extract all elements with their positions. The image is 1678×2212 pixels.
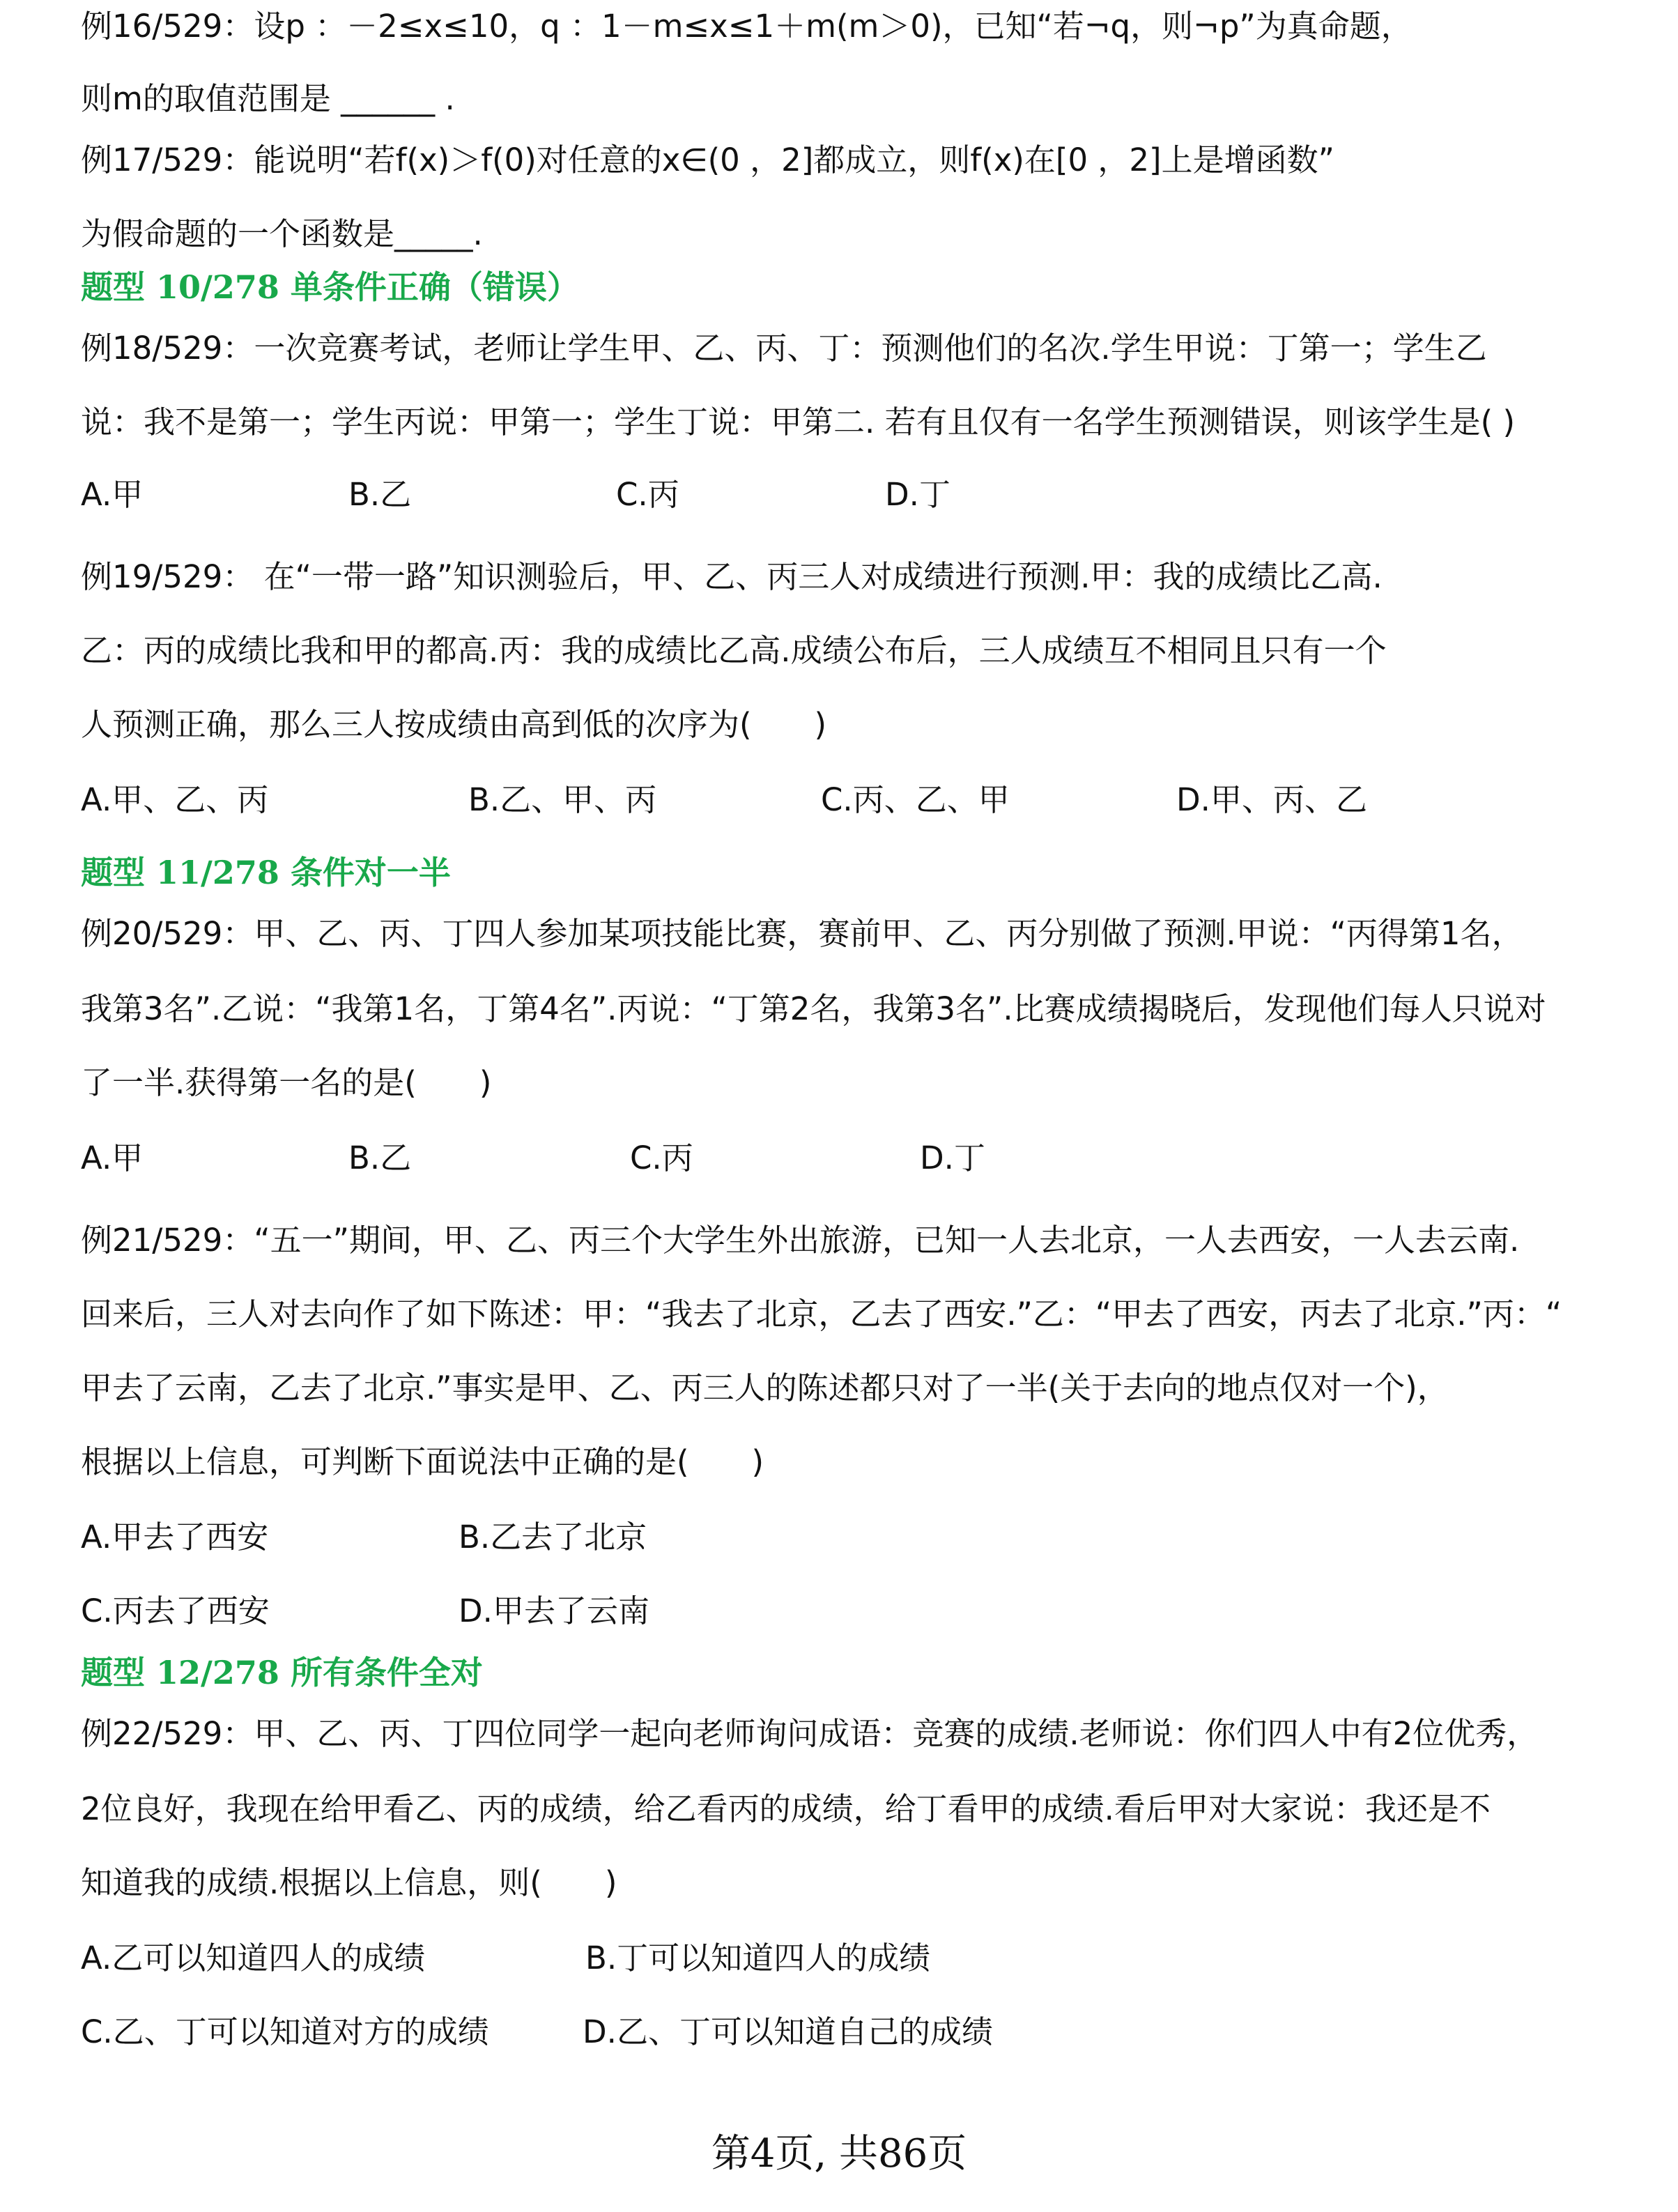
q22-line-1: 例22/529：甲、乙、丙、丁四位同学一起向老师询问成语：竞赛的成绩.老师说：你们四人中有2位优秀， [81, 1715, 1539, 1752]
q17-line-1: 例17/529：能说明“若f(x)＞f(0)对任意的x∈(0 ，2]都成立，则f(x)在[0 ，2]上是增函数” [81, 141, 1334, 178]
q20-line-1: 例20/529：甲、乙、丙、丁四人参加某项技能比赛，赛前甲、乙、丙分别做了预测.甲说：“丙得第1名， [81, 915, 1523, 952]
q16-line-1: 例16/529：设p ：－2≤x≤10，q ：1－m≤x≤1＋m(m＞0)，已知“若¬q，则¬p”为真命题， [81, 8, 1413, 45]
q19-line-1: 例19/529： 在“一带一路”知识测验后，甲、乙、丙三人对成绩进行预测.甲：我的成绩比乙高. [81, 558, 1383, 595]
q18-option-d: D.丁 [885, 476, 950, 513]
q18-line-2: 说：我不是第一；学生丙说：甲第一；学生丁说：甲第二. 若有且仅有一名学生预测错误，则该学生是( ) [81, 404, 1516, 440]
q21-option-b: B.乙去了北京 [459, 1519, 647, 1556]
q22-line-2: 2位良好，我现在给甲看乙、丙的成绩，给乙看丙的成绩，给丁看甲的成绩.看后甲对大家说：我还是不 [81, 1790, 1491, 1827]
section-heading-10: 题型 10/278 单条件正确（错误） [81, 268, 579, 306]
q22-option-b: B.丁可以知道四人的成绩 [585, 1940, 931, 1976]
section-heading-12: 题型 12/278 所有条件全对 [81, 1654, 483, 1691]
q21-line-3: 甲去了云南，乙去了北京.”事实是甲、乙、丙三人的陈述都只对了一半(关于去向的地点仅对一个)， [81, 1369, 1449, 1406]
q19-line-2: 乙：丙的成绩比我和甲的都高.丙：我的成绩比乙高.成绩公布后，三人成绩互不相同且只有一个 [81, 632, 1387, 669]
section-heading-11: 题型 11/278 条件对一半 [81, 854, 451, 891]
q20-line-3: 了一半.获得第一名的是( ) [81, 1064, 492, 1101]
q20-option-d: D.丁 [920, 1139, 985, 1176]
q22-option-d: D.乙、丁可以知道自己的成绩 [583, 2013, 993, 2050]
q21-line-1: 例21/529：“五一”期间，甲、乙、丙三个大学生外出旅游，已知一人去北京，一人去西安，一人去云南. [81, 1222, 1520, 1259]
q20-option-b: B.乙 [348, 1139, 412, 1176]
q21-option-d: D.甲去了云南 [459, 1592, 649, 1629]
q17-line-2: 为假命题的一个函数是_____. [81, 215, 483, 252]
q19-option-c: C.丙、乙、甲 [821, 781, 1010, 818]
q18-option-b: B.乙 [348, 476, 412, 513]
q16-line-2: 则m的取值范围是 ______ . [81, 80, 455, 117]
q20-option-c: C.丙 [630, 1139, 693, 1176]
q21-line-4: 根据以上信息，可判断下面说法中正确的是( ) [81, 1443, 764, 1480]
q19-option-a: A.甲、乙、丙 [81, 781, 269, 818]
q18-line-1: 例18/529：一次竞赛考试，老师让学生甲、乙、丙、丁：预测他们的名次.学生甲说：丁第一；学生乙 [81, 330, 1487, 367]
q21-line-2: 回来后，三人对去向作了如下陈述：甲：“我去了北京，乙去了西安.”乙：“甲去了西安，丙去了北京.”丙：“ [81, 1296, 1562, 1332]
page-footer: 第4页, 共86页 [711, 2131, 967, 2176]
q18-option-c: C.丙 [616, 476, 679, 513]
q21-option-c: C.丙去了西安 [81, 1592, 270, 1629]
q22-line-3: 知道我的成绩.根据以上信息，则( ) [81, 1864, 617, 1901]
q19-option-b: B.乙、甲、丙 [468, 781, 657, 818]
q19-option-d: D.甲、丙、乙 [1176, 781, 1367, 818]
q22-option-a: A.乙可以知道四人的成绩 [81, 1940, 426, 1976]
q19-line-3: 人预测正确，那么三人按成绩由高到低的次序为( ) [81, 706, 827, 743]
q22-option-c: C.乙、丁可以知道对方的成绩 [81, 2013, 489, 2050]
q20-option-a: A.甲 [81, 1139, 144, 1176]
q18-option-a: A.甲 [81, 476, 144, 513]
q20-line-2: 我第3名”.乙说：“我第1名，丁第4名”.丙说：“丁第2名，我第3名”.比赛成绩揭晓后，发现他们每人只说对 [81, 990, 1546, 1027]
q21-option-a: A.甲去了西安 [81, 1519, 269, 1556]
